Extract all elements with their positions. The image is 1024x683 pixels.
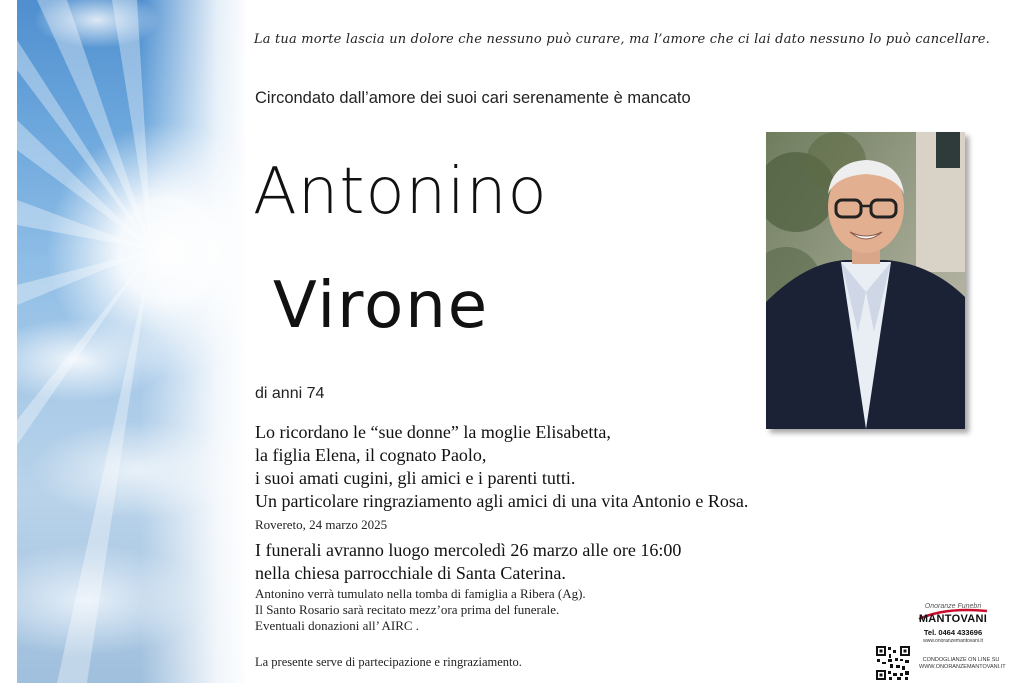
detail-line: Eventuali donazioni all’ AIRC . [255, 618, 420, 633]
funeral-line: nella chiesa parrocchiale di Santa Caterina. [255, 563, 566, 583]
closing-text: La presente serve di partecipazione e ringraziamento. [255, 655, 522, 669]
online-condolences: CONDOGLIANZE ON LINE SU WWW.ONORANZEMANTOVANI.IT [919, 657, 1006, 670]
dateline: Rovereto, 24 marzo 2025 [255, 517, 388, 532]
sky-fade [140, 0, 250, 683]
epigraph: La tua morte lascia un dolore che nessuno può curare, ma l’amore che ci lai dato nessuno lo può cancellare. [253, 32, 990, 47]
funeral-home-tagline: Onoranze Funebri [924, 603, 982, 610]
funeral-home-logo [915, 603, 991, 649]
qr-code-icon [876, 646, 910, 680]
remembered-line: Lo ricordano le “sue donne” la moglie Elisabetta, [255, 422, 611, 442]
age-text: di anni 74 [255, 385, 325, 402]
remembered-line: Un particolare ringraziamento agli amici di una vita Antonio e Rosa. [255, 491, 749, 511]
remembered-line: la figlia Elena, il cognato Paolo, [255, 445, 487, 465]
first-name: Antonino [253, 155, 548, 229]
last-name: Virone [273, 269, 490, 343]
funeral-home-phone: Tel. 0464 433696 [923, 628, 983, 637]
intro-text: Circondato dall’amore dei suoi cari serenamente è mancato [255, 89, 691, 107]
funeral-line: I funerali avranno luogo mercoledì 26 marzo alle ore 16:00 [255, 540, 682, 560]
detail-line: Il Santo Rosario sarà recitato mezz’ora prima del funerale. [255, 602, 560, 617]
detail-line: Antonino verrà tumulato nella tomba di famiglia a Ribera (Ag). [255, 586, 586, 601]
portrait-photo [766, 132, 965, 429]
funeral-home-name: MANTOVANI [918, 613, 988, 625]
funeral-info [255, 539, 681, 585]
details [255, 586, 586, 634]
remembered-by [255, 421, 748, 513]
funeral-home-website: www.onoranzemantovani.it [923, 638, 983, 644]
remembered-line: i suoi amati cugini, gli amici e i parenti tutti. [255, 468, 576, 488]
